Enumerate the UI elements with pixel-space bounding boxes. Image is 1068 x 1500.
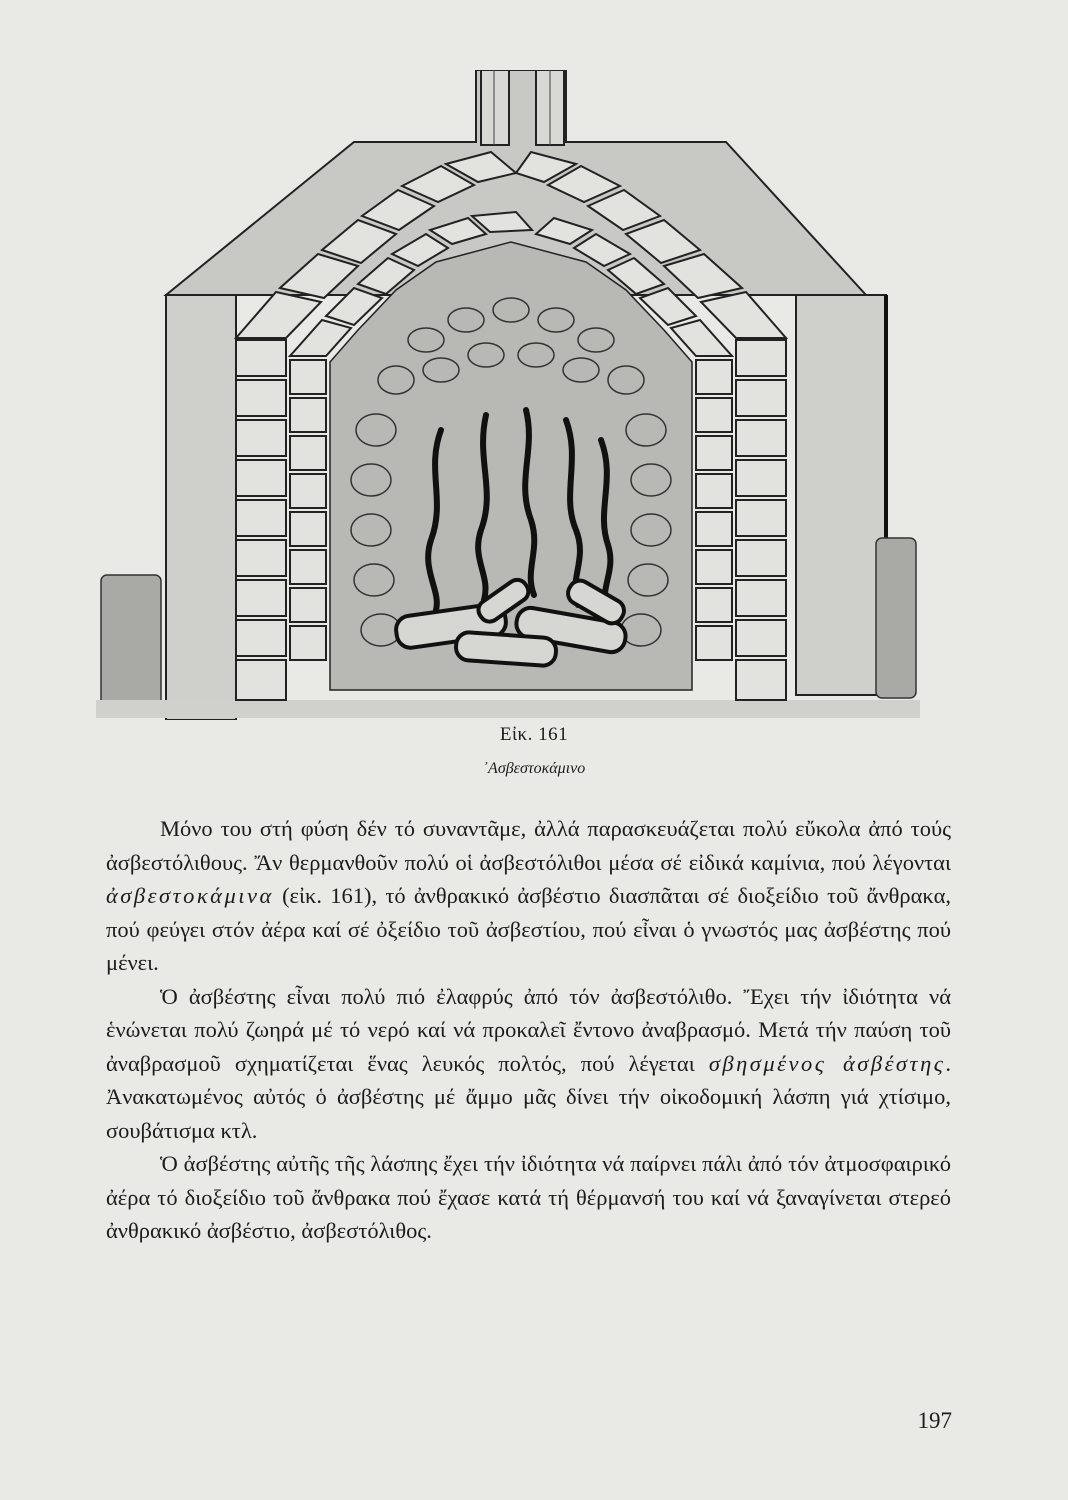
paragraph-2	[106, 980, 951, 1148]
page-number: 197	[917, 1408, 952, 1433]
figure-caption: ᾿Ασβεστοκάμινο	[482, 760, 586, 777]
kiln-interior	[330, 242, 692, 690]
emphasized-term-slaked-lime: σβησμένος ἀσβέστης	[708, 1050, 946, 1076]
lime-kiln-illustration	[96, 70, 920, 720]
emphasized-term-kiln: ἀσβεστοκάμινα	[106, 883, 274, 908]
paragraph-3: Ὁ ἀσβέστης αὐτῆς τῆς λάσπης ἔχει τήν ἰδιότητα νά παίρνει πάλι ἀπό τόν ἀτμοσφαιρικό ἀέρα τό διοξείδιο τοῦ ἄνθρακα πού ἔχασε κατά τή θέρμανσή του καί νά ξαναγίνεται στερεό ἀνθρακικό ἀσβέστιο, ἀσβεστόλιθος.	[106, 1151, 951, 1243]
paragraph-1-start: Μόνο του στή φύση δέν τό συναντᾶμε, ἀλλά παρασκευάζεται πολύ εὔκολα ἀπό τούς ἀσβεστόλιθους. Ἄν θερμανθοῦν πολύ οἱ ἀσβεστόλιθοι μέσα σέ εἰδικά καμίνια, πού λέγονται	[106, 816, 951, 875]
paragraph-1	[106, 812, 951, 980]
figure-number: Εἰκ. 161	[499, 724, 569, 745]
paragraph-2-end: . Ἀνακατωμένος αὐτός ὁ ἀσβέστης μέ ἄμμο μᾶς δίνει τήν οἰκοδομική λάσπη γιά χτίσιμο, σουβάτισμα κτλ.	[106, 1050, 951, 1143]
paragraph-1-end: (εἰκ. 161), τό ἀνθρακικό ἀσβέστιο διασπᾶται σέ διοξείδιο τοῦ ἄνθρακα, πού φεύγει στόν ἀέρα καί σέ ὀξείδιο τοῦ ἀσβεστίου, πού εἶναι ὁ γνωστός μας ἀσβέστης πού μένει.	[106, 883, 951, 975]
body-text	[106, 812, 951, 1248]
paragraph-2-start: Ὁ ἀσβέστης εἶναι πολύ πιό ἐλαφρύς ἀπό τόν ἀσβεστόλιθο. Ἔχει τήν ἰδιότητα νά ἑνώνεται πολύ ζωηρά μέ τό νερό καί νά προκαλεῖ ἔντονο ἀναβρασμό. Μετά τήν παύση τοῦ ἀναβρασμοῦ σχηματίζεται ἕνας λευκός πολτός, πού λέγεται	[106, 983, 951, 1076]
